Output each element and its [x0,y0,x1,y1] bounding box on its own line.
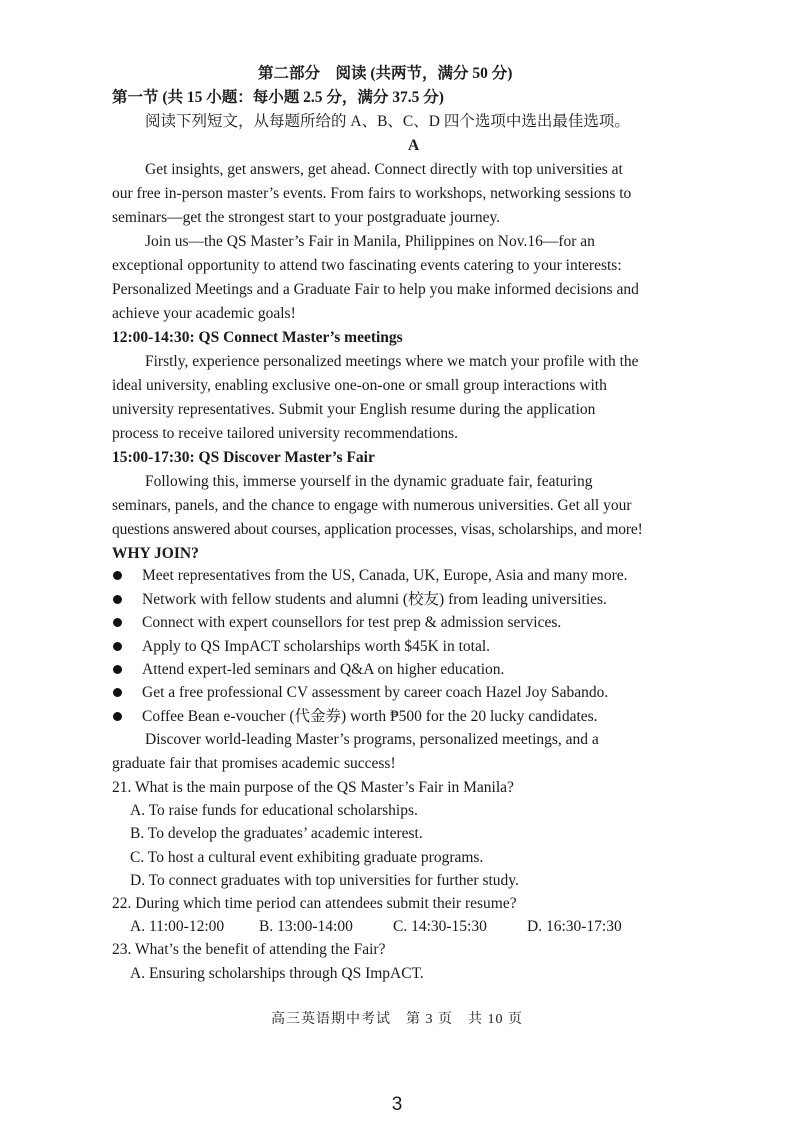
passage-line: seminars, panels, and the chance to engage with numerous universities. Get all your [112,497,632,514]
instruction: 阅读下列短文，从每题所给的 A、B、C、D 四个选项中选出最佳选项。 [145,113,630,130]
answer-option: D. To connect graduates with top universities for further study. [130,872,519,889]
answer-option: B. To develop the graduates’ academic interest. [130,825,423,842]
part-title: 第二部分 阅读 (共两节，满分 50 分) [258,65,513,82]
question-stem: 23. What’s the benefit of attending the Fair? [112,941,386,958]
bullet-item: Connect with expert counsellors for test prep & admission services. [142,614,562,631]
answer-option: C. To host a cultural event exhibiting graduate programs. [130,849,484,866]
answer-option: C. 14:30-15:30 [393,918,487,935]
passage-line: questions answered about courses, application processes, visas, scholarships, and more! [112,521,643,538]
passage-line: achieve your academic goals! [112,305,296,322]
bullet-item: Coffee Bean e-voucher (代金券) worth ₱500 for the 20 lucky candidates. [142,708,598,725]
passage-letter: A [408,137,420,154]
exam-footer: 高三英语期中考试 第 3 页 共 10 页 [271,1012,523,1027]
passage-line: university representatives. Submit your English resume during the application [112,401,596,418]
section-title: 第一节 (共 15 小题：每小题 2.5 分，满分 37.5 分) [112,89,444,106]
bullet-icon [113,618,122,627]
passage-line: Discover world-leading Master’s programs, personalized meetings, and a [145,731,599,748]
answer-option: D. 16:30-17:30 [527,918,622,935]
bullet-icon [113,642,122,651]
bullet-item: Get a free professional CV assessment by career coach Hazel Joy Sabando. [142,684,609,701]
passage-line: process to receive tailored university recommendations. [112,425,459,442]
section-heading: WHY JOIN? [112,545,199,562]
bullet-item: Apply to QS ImpACT scholarships worth $45K in total. [142,638,491,655]
bullet-icon [113,595,122,604]
page-number: 3 [391,1094,403,1115]
bullet-icon [113,688,122,697]
passage-line: ideal university, enabling exclusive one-on-one or small group interactions with [112,377,607,394]
question-stem: 22. During which time period can attendees submit their resume? [112,895,517,912]
question-stem: 21. What is the main purpose of the QS Master’s Fair in Manila? [112,779,514,796]
section-heading: 15:00-17:30: QS Discover Master’s Fair [112,449,375,466]
bullet-item: Meet representatives from the US, Canada, UK, Europe, Asia and many more. [142,567,628,584]
answer-option: A. 11:00-12:00 [130,918,225,935]
passage-line: Get insights, get answers, get ahead. Connect directly with top universities at [145,161,623,178]
bullet-item: Attend expert-led seminars and Q&A on higher education. [142,661,505,678]
passage-line: seminars—get the strongest start to your postgraduate journey. [112,209,501,226]
passage-line: exceptional opportunity to attend two fascinating events catering to your interests: [112,257,622,274]
answer-option: A. To raise funds for educational scholarships. [130,802,418,819]
section-heading: 12:00-14:30: QS Connect Master’s meetings [112,329,403,346]
answer-option: B. 13:00-14:00 [259,918,353,935]
bullet-item: Network with fellow students and alumni (校友) from leading universities. [142,591,607,608]
passage-line: Join us—the QS Master’s Fair in Manila, Philippines on Nov.16—for an [145,233,595,250]
bullet-icon [113,712,122,721]
bullet-icon [113,665,122,674]
passage-line: graduate fair that promises academic success! [112,755,396,772]
passage-line: Firstly, experience personalized meetings where we match your profile with the [145,353,639,370]
passage-line: Following this, immerse yourself in the dynamic graduate fair, featuring [145,473,593,490]
bullet-icon [113,571,122,580]
answer-option: A. Ensuring scholarships through QS ImpACT. [130,965,424,982]
passage-line: our free in-person master’s events. From fairs to workshops, networking sessions to [112,185,632,202]
passage-line: Personalized Meetings and a Graduate Fair to help you make informed decisions and [112,281,639,298]
